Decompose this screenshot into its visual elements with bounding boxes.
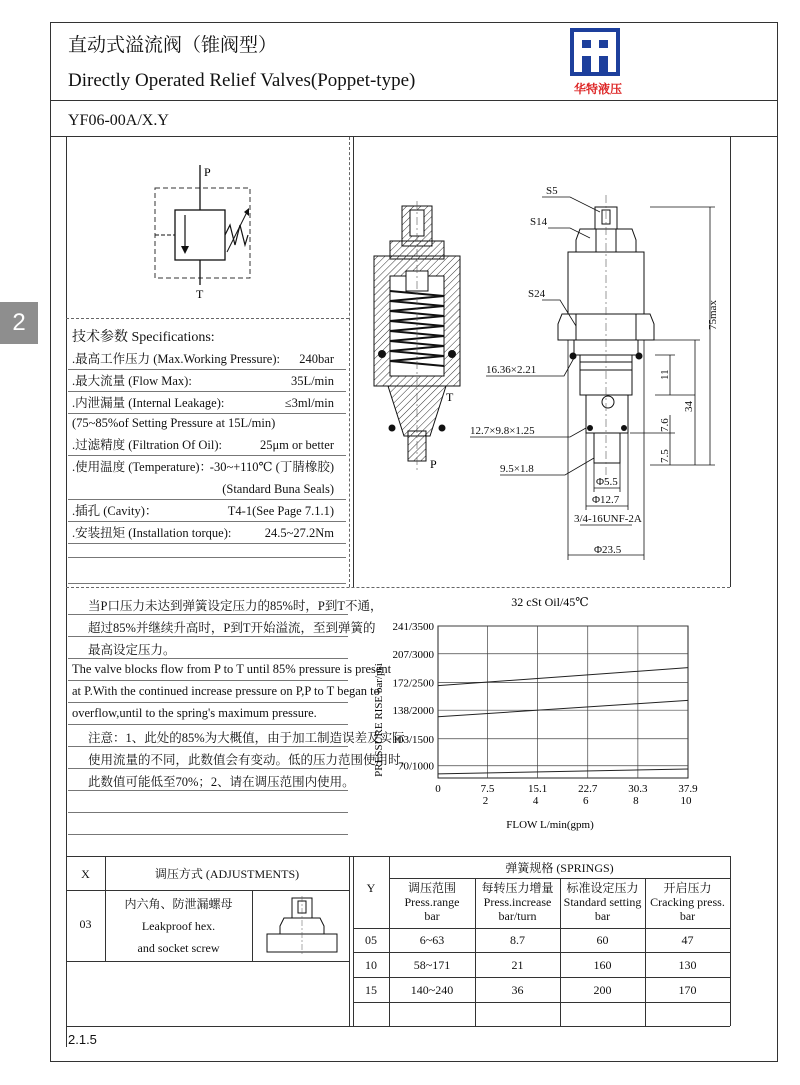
spec-label: .最高工作压力 (Max.Working Pressure): [72,352,280,366]
chart-x-tick-gpm: 6 [582,795,589,807]
spring-cell: 47 [681,933,694,947]
spec-label: .插孔 (Cavity)： [72,504,158,518]
spring-cell: 200 [593,983,612,997]
chart-y-label: PRESSURE RISE bar/psi [373,663,385,777]
spring-colhead-divider [353,928,730,929]
dim-length-7-6: 7.6 [659,418,671,432]
chart-title: 32 cSt Oil/45℃ [511,595,589,609]
adj-bottom-divider [66,961,349,962]
spring-column-header: 调压范围 [407,881,456,895]
chart-y-tick: 207/3000 [392,648,434,661]
chart-series-line-3 [438,769,688,774]
dim-phi-12-7: Φ12.7 [592,494,620,506]
content-right-border [730,137,731,587]
spec-separator [68,369,346,370]
page-number: 2.1.5 [68,1032,97,1047]
title-english: Directly Operated Relief Valves(Poppet-type) [68,70,416,91]
spring-row-divider-3 [353,1002,730,1003]
chart-x-tick: 7.5 [480,783,495,795]
spring-cell: 60 [596,933,609,947]
spring-column-header: bar [424,909,440,923]
chart-y-tick: 172/2500 [392,677,434,690]
description-rule [68,636,348,637]
spring-cell: 05 [365,933,377,947]
description-line: overflow,until to the spring's maximum pressure. [72,706,317,720]
spec-separator [68,413,346,414]
spec-label: .过滤精度 (Filtration Of Oil): [72,438,222,452]
spring-cell: 36 [511,983,524,997]
pressure-flow-chart [360,590,728,840]
section-port-t: T [446,390,454,404]
dim-length-34: 34 [683,401,695,412]
description-rule [68,680,348,681]
adj-header: 调压方式 (ADJUSTMENTS) [154,867,300,881]
chart-x-tick: 22.7 [578,783,598,795]
adj-desc-cn: 内六角、防泄漏螺母 [124,897,233,911]
spring-column-header: 标准设定压力 [566,881,639,895]
spring-header: 弹簧规格 (SPRINGS) [505,861,614,875]
spring-row-divider-1 [353,952,730,953]
chart-y-tick: 241/3500 [392,621,434,633]
spec-value: 240bar [299,352,334,366]
description-rule [68,702,348,703]
spring-cell: 130 [678,958,697,972]
spec-label: .最大流量 (Flow Max): [72,374,192,388]
chart-x-tick: 37.9 [678,783,698,795]
spring-column-header: Cracking press. [650,895,725,909]
description-line: 当P口压力未达到弹簧设定压力的85%时，P到T不通， [88,599,383,613]
table-bottom-border [66,1026,730,1027]
description-line: 使用流量的不同，此数值会有变动。低的压力范围使用时， [88,753,414,767]
spring-cell: 21 [511,958,524,972]
spring-column-header: Standard setting [563,895,642,909]
row-divider-dashed [66,587,730,588]
spec-value: (Standard Buna Seals) [222,482,334,496]
dim-length-11: 11 [659,369,671,380]
dim-s14: S14 [530,216,548,228]
spring-cell: 6~63 [419,933,445,947]
spring-column-header: bar/turn [498,909,537,923]
description-rule [68,834,348,835]
spec-separator [68,543,346,544]
spec-separator [68,455,346,456]
chart-series-line-2 [438,700,688,716]
description-line: 注意：1、此处的85%为大概值，由于加工制造误差及实际 [88,731,405,745]
chart-x-tick-gpm: 4 [532,795,539,807]
spec-value: 25μm or better [259,438,334,452]
dimension-drawing [470,180,730,570]
description-line: The valve blocks flow from P to T until 85% pressure is present [72,662,392,676]
description-rule [68,658,348,659]
chart-y-tick: 103/1500 [392,733,434,746]
spring-cell: 170 [678,983,697,997]
model-divider [50,136,778,137]
spec-separator [68,521,346,522]
spec-value: 24.5~27.2Nm [264,526,334,540]
valve-section-view [360,196,470,476]
content-left-border [66,137,67,1047]
dim-thread: 3/4-16UNF-2A [574,513,642,525]
spec-separator [68,391,346,392]
hydraulic-symbol-diagram [130,160,270,300]
spring-cell: 10 [365,958,377,972]
dim-oring-2: 9.5×1.8 [500,463,534,475]
adj-right-divider [349,856,350,1026]
spec-label: .使用温度 (Temperature)： [72,460,213,474]
spec-separator [68,499,346,500]
spec-separator [68,583,346,584]
spring-column-header: 每转压力增量 [481,881,554,895]
description-rule [68,724,348,725]
description-rule [68,790,348,791]
chart-x-tick: 30.3 [628,783,648,795]
spec-label: .安装扭矩 (Installation torque): [72,526,232,540]
dim-oring-1: 16.36×2.21 [486,364,537,376]
table-right-border [730,856,731,1026]
company-logo-icon [570,28,620,76]
spring-cell: 58~171 [413,958,451,972]
section-port-p: P [430,457,437,471]
chart-x-label: FLOW L/min(gpm) [506,819,594,831]
adj-desc-en-2: and socket screw [137,941,220,955]
description-line: 最高设定压力。 [88,643,176,657]
symbol-port-t: T [196,287,204,300]
header-divider [50,100,778,101]
chart-x-tick: 15.1 [527,783,548,795]
symbol-port-p: P [204,165,211,179]
adjustment-screw-icon [262,896,342,956]
spring-column-header: bar [679,909,696,923]
dim-phi-23-5: Φ23.5 [594,544,622,556]
spring-cell: 15 [365,983,377,997]
spring-cell: 8.7 [510,933,525,947]
description-rule [68,614,348,615]
spring-cell: 160 [593,958,612,972]
spring-col-y: Y [366,881,376,895]
spec-value: T4-1(See Page 7.1.1) [227,504,334,518]
spring-row-divider-2 [353,977,730,978]
adj-image-divider [252,890,253,961]
chart-x-tick-gpm: 2 [482,795,489,807]
spec-top-dashed [66,318,349,319]
page-tab: 2 [0,302,38,344]
column-divider [353,137,354,587]
chart-plot-area [438,626,688,778]
model-number: YF06-00A/X.Y [68,112,169,129]
spring-column-header: 开启压力 [663,881,712,895]
description-line: 此数值可能低至70%；2、请在调压范围内使用。 [88,775,355,789]
spec-value: ≤3ml/min [284,396,334,410]
dim-length-7-5: 7.5 [659,449,671,463]
dim-s24: S24 [528,288,546,300]
chart-series-line-1 [438,668,688,686]
chart-x-tick: 0 [435,783,441,795]
dim-phi-5-5: Φ5.5 [596,476,618,488]
description-rule [68,746,348,747]
title-chinese: 直动式溢流阀（锥阀型） [68,35,278,56]
description-line: 超过85%并继续升高时，P到T开始溢流，至到弹簧的 [88,621,376,635]
adj-code: 03 [79,917,92,931]
spec-value: -30~+110℃ (丁腈橡胶) [209,460,334,474]
spring-cell: 140~240 [410,983,454,997]
dim-backup-ring: 12.7×9.8×1.25 [470,425,535,437]
spring-column-header: bar [594,909,611,923]
spec-title: 技术参数 Specifications: [72,330,215,345]
description-rule [68,812,348,813]
chart-y-tick: 70/1000 [397,760,434,773]
spec-label: .内泄漏量 (Internal Leakage): [72,396,225,410]
dim-length-75max: 75max [707,300,719,330]
adj-desc-en-1: Leakproof hex. [141,919,216,933]
description-rule [68,768,348,769]
spec-separator [68,557,346,558]
spring-column-header: Press.increase [483,895,552,909]
chart-x-tick-gpm: 8 [633,795,639,807]
spec-value: 35L/min [290,374,334,388]
description-line: at P.With the continued increase pressure on P,P to T began to [72,684,380,698]
adj-col-x: X [81,867,90,881]
company-logo-text: 华特液压 [573,82,622,96]
chart-x-tick-gpm: 10 [680,795,692,807]
chart-y-tick: 138/2000 [392,705,434,718]
table-top-border [66,856,730,857]
spring-column-header: Press.range [404,895,460,909]
spec-label: (75~85%of Setting Pressure at 15L/min) [72,416,276,430]
column-divider-dashed [349,137,350,587]
adj-header-divider [66,890,349,891]
dim-s5: S5 [546,185,558,197]
